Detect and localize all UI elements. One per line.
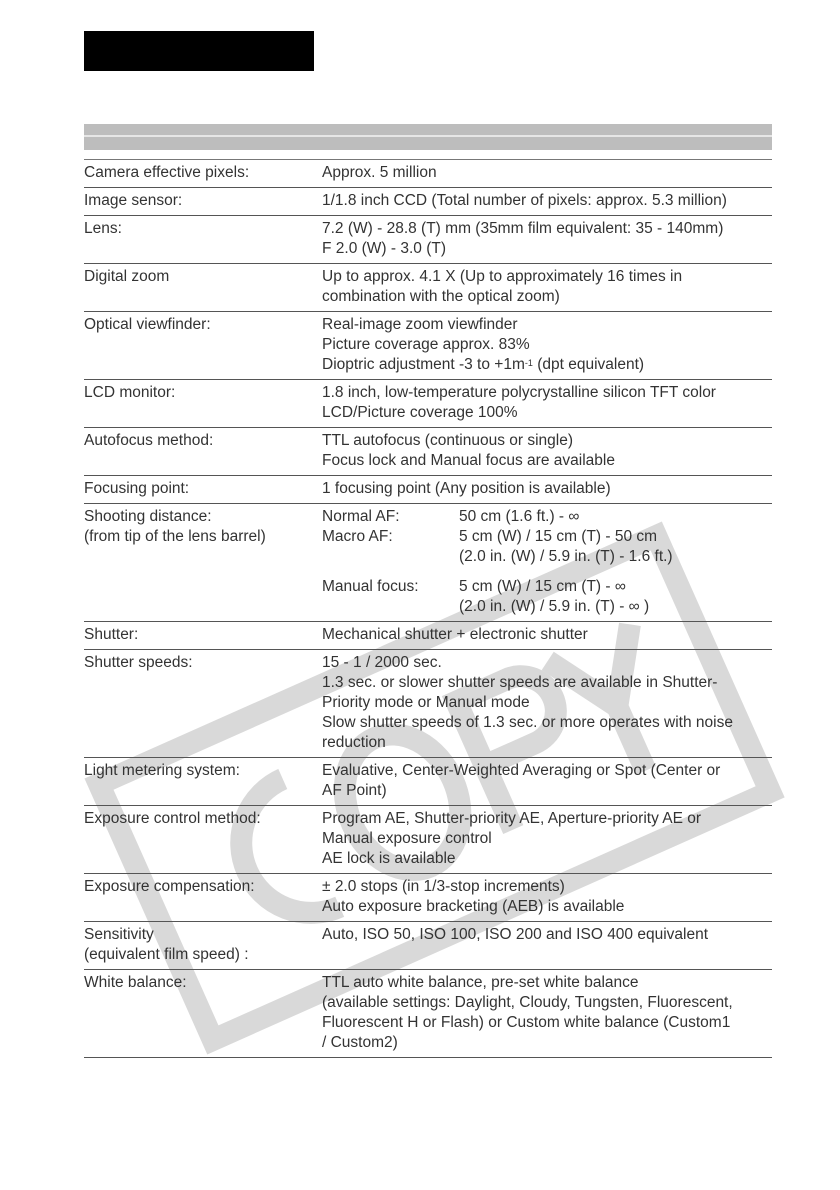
spec-value: ± 2.0 stops (in 1/3-stop increments) [322, 878, 565, 895]
spec-value: Approx. 5 million [322, 164, 437, 181]
spec-value: Mechanical shutter + electronic shutter [322, 626, 588, 643]
shooting-distance-grid [322, 507, 772, 617]
spec-value: 1/1.8 inch CCD (Total number of pixels: approx. 5.3 million) [322, 192, 727, 209]
spec-value: Manual exposure control [322, 830, 492, 847]
spec-value: 7.2 (W) - 28.8 (T) mm (35mm film equivalent: 35 - 140mm) [322, 220, 724, 237]
spec-value: AE lock is available [322, 850, 456, 867]
spec-label: LCD monitor: [84, 384, 176, 401]
spec-label: Camera effective pixels: [84, 164, 250, 181]
spec-value: Picture coverage approx. 83% [322, 336, 530, 353]
normal-af-label: Normal AF: [322, 508, 400, 525]
section-title-bar [84, 124, 772, 150]
spec-row-shooting-distance [84, 504, 772, 622]
spec-row-exposure-compensation [84, 874, 772, 922]
spec-row-effective-pixels [84, 160, 772, 188]
spec-label: (equivalent film speed) : [84, 946, 249, 963]
macro-af-value-imperial: (2.0 in. (W) / 5.9 in. (T) - 1.6 ft.) [459, 548, 673, 565]
spec-value: combination with the optical zoom) [322, 288, 560, 305]
spec-row-shutter [84, 622, 772, 650]
spec-label: Digital zoom [84, 268, 170, 285]
spec-label: Exposure compensation: [84, 878, 255, 895]
spec-label: Exposure control method: [84, 810, 261, 827]
spec-value: AF Point) [322, 782, 387, 799]
spec-label: White balance: [84, 974, 187, 991]
spec-label: Optical viewfinder: [84, 316, 211, 333]
spec-value: Real-image zoom viewfinder [322, 316, 518, 333]
spec-row-light-metering [84, 758, 772, 806]
macro-af-value: 5 cm (W) / 15 cm (T) - 50 cm [459, 528, 658, 545]
spec-value: 1.8 inch, low-temperature polycrystalline silicon TFT color [322, 384, 716, 401]
spec-value: / Custom2) [322, 1034, 398, 1051]
spec-row-sensitivity [84, 922, 772, 970]
spec-row-lens [84, 216, 772, 264]
spec-value: 1.3 sec. or slower shutter speeds are available in Shutter- [322, 674, 718, 691]
spec-label: Light metering system: [84, 762, 240, 779]
spec-label: Image sensor: [84, 192, 183, 209]
spec-value: 1 focusing point (Any position is available) [322, 480, 611, 497]
spec-label: Autofocus method: [84, 432, 214, 449]
spec-label: Focusing point: [84, 480, 190, 497]
spec-value: Fluorescent H or Flash) or Custom white balance (Custom1 [322, 1014, 731, 1031]
spec-label: Shutter speeds: [84, 654, 193, 671]
spec-label: Shooting distance: [84, 508, 212, 525]
spec-value: TTL auto white balance, pre-set white balance [322, 974, 639, 991]
spec-row-digital-zoom [84, 264, 772, 312]
spec-value: Program AE, Shutter-priority AE, Aperture-priority AE or [322, 810, 702, 827]
spec-value: Up to approx. 4.1 X (Up to approximately 16 times in [322, 268, 683, 285]
spec-value: TTL autofocus (continuous or single) [322, 432, 573, 449]
spec-value-diopter: Dioptric adjustment -3 to $+1m^{-1}$ (dpt equivalent) [322, 356, 645, 373]
spec-value: Evaluative, Center-Weighted Averaging or Spot (Center or [322, 762, 721, 779]
manual-focus-label: Manual focus: [322, 578, 419, 595]
normal-af-value: 50 cm (1.6 ft.) - ∞ [459, 508, 580, 525]
spec-row-focusing-point [84, 476, 772, 504]
spec-label: Sensitivity [84, 926, 154, 943]
spec-label: (from tip of the lens barrel) [84, 528, 266, 545]
spec-value: Slow shutter speeds of 1.3 sec. or more operates with noise [322, 714, 733, 731]
spec-value: Auto exposure bracketing (AEB) is available [322, 898, 625, 915]
spec-value: F 2.0 (W) - 3.0 (T) [322, 240, 446, 257]
section-header-tab [84, 31, 314, 71]
spec-value: Auto, ISO 50, ISO 100, ISO 200 and ISO 400 equivalent [322, 926, 709, 943]
macro-af-label: Macro AF: [322, 528, 393, 545]
spec-row-exposure-control [84, 806, 772, 874]
spec-value: LCD/Picture coverage 100% [322, 404, 518, 421]
spec-row-autofocus-method [84, 428, 772, 476]
spec-row-white-balance [84, 970, 772, 1058]
spec-label: Shutter: [84, 626, 139, 643]
spec-value: Focus lock and Manual focus are available [322, 452, 615, 469]
spec-value: (available settings: Daylight, Cloudy, Tungsten, Fluorescent, [322, 994, 733, 1011]
specifications-table [84, 160, 772, 1058]
spec-value: 15 - 1 / 2000 sec. [322, 654, 442, 671]
manual-focus-value: 5 cm (W) / 15 cm (T) - ∞ [459, 578, 626, 595]
spec-value: reduction [322, 734, 386, 751]
spec-row-shutter-speeds [84, 650, 772, 758]
spec-value: Priority mode or Manual mode [322, 694, 530, 711]
manual-focus-value-imperial: (2.0 in. (W) / 5.9 in. (T) - ∞ ) [459, 598, 650, 615]
spec-label: Lens: [84, 220, 122, 237]
spec-row-optical-viewfinder [84, 312, 772, 380]
spec-row-image-sensor [84, 188, 772, 216]
spec-row-lcd-monitor [84, 380, 772, 428]
